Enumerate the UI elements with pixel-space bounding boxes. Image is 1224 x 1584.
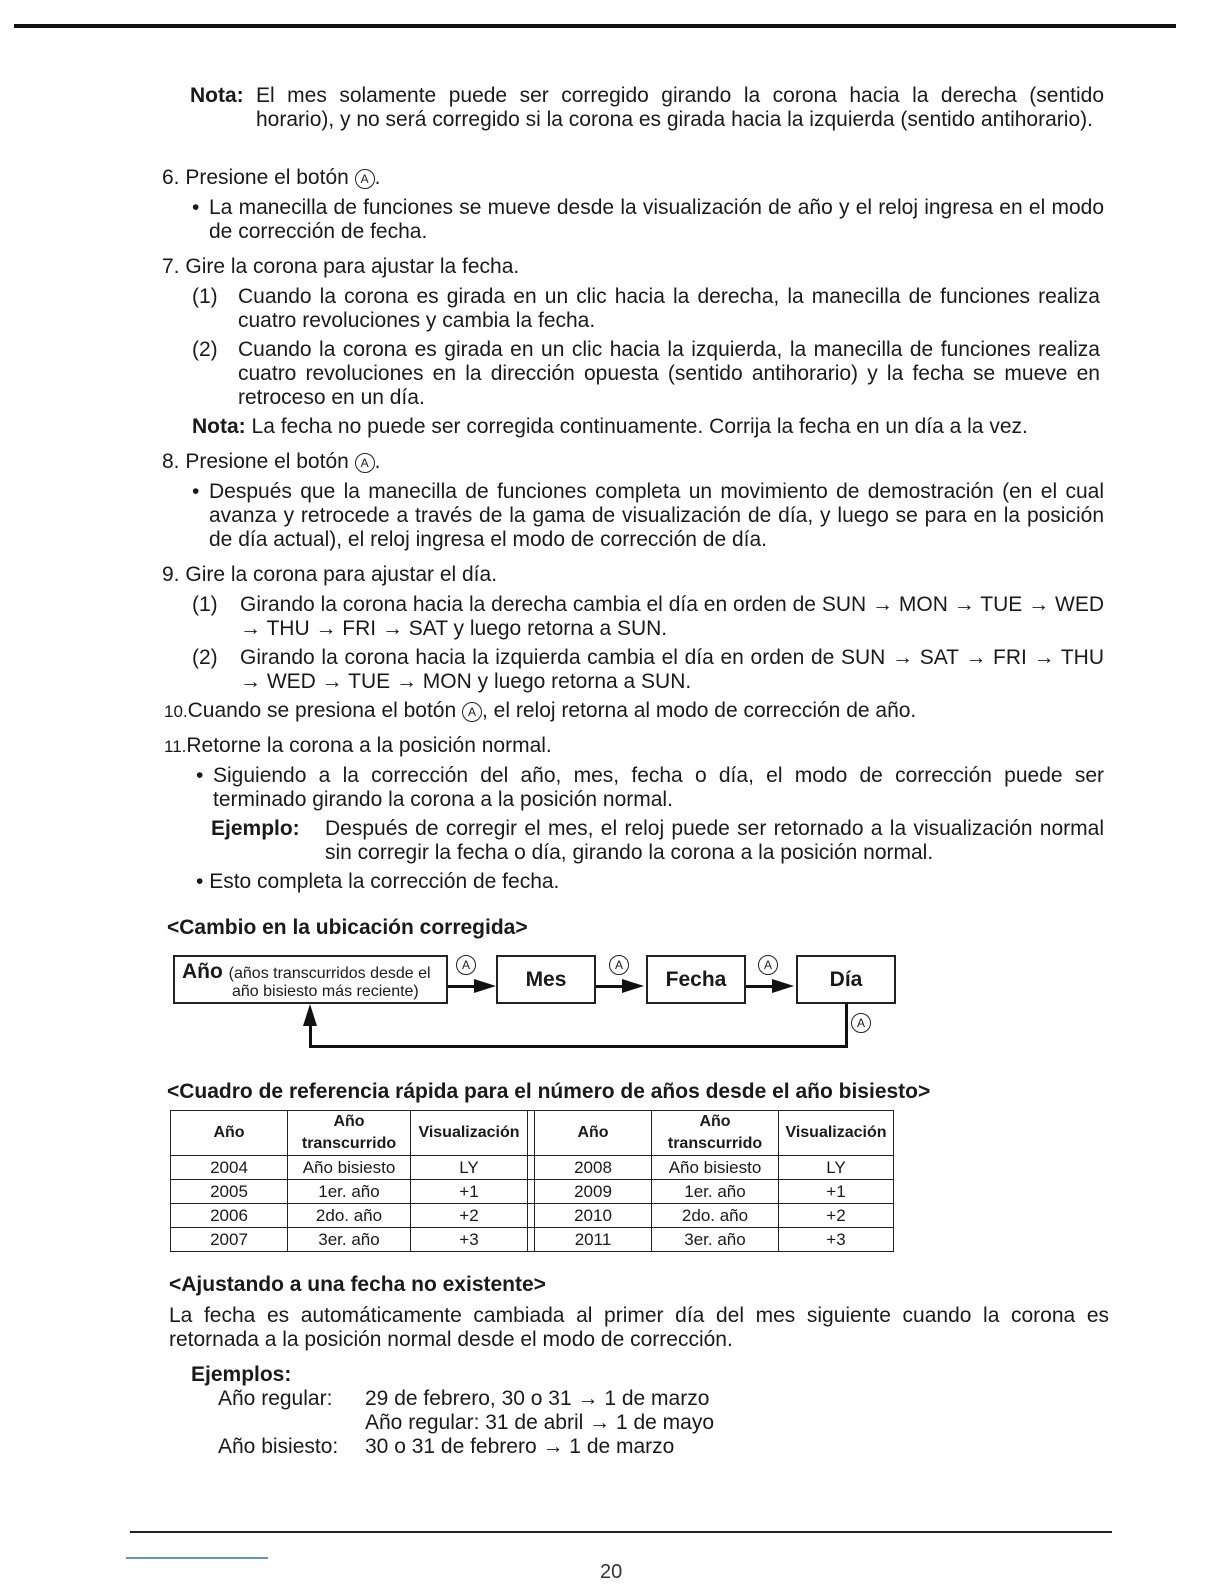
table-gap: [528, 1156, 535, 1180]
table-cell: +1: [779, 1180, 894, 1204]
table-cell: 2004: [171, 1156, 288, 1180]
a-button-icon: A: [609, 955, 629, 975]
page-number: 20: [600, 1561, 623, 1583]
col-header: Visualización: [411, 1111, 528, 1156]
sub-text: Cuando la corona es girada en un clic hacia la izquierda, la manecilla de funciones realiza cuatro revoluciones en la dirección opuesta (sentido antihorario) y la fecha se mueve en retroceso en un día.: [238, 338, 1100, 409]
regular-example-1: 29 de febrero, 30 o 31 → 1 de marzo: [365, 1387, 710, 1410]
step-text: Retorne la corona a la posición normal.: [186, 734, 552, 757]
table-cell: LY: [779, 1156, 894, 1180]
box-ano-label: Año: [182, 960, 223, 983]
step-7-nota: [192, 415, 1102, 439]
table-row: [171, 1156, 894, 1180]
nota-text: El mes solamente puede ser corregido girando la corona hacia la derecha (sentido horario), y no será corregido si la corona es girada hacia la izquierda (sentido antihorario).: [256, 84, 1104, 131]
box-ano: [173, 955, 448, 1004]
regular-example-2: Año regular: 31 de abril → 1 de mayo: [365, 1411, 715, 1434]
bullet-text: Siguiendo a la corrección del año, mes, fecha o día, el modo de corrección puede ser terminado girando la corona a la posición normal.: [213, 764, 1104, 811]
table-cell: 2010: [535, 1204, 652, 1228]
top-rule: [14, 24, 1176, 28]
table-cell: LY: [411, 1156, 528, 1180]
nonexistent-text: La fecha es automáticamente cambiada al primer día del mes siguiente cuando la corona es retornada a la posición normal desde el modo de corrección.: [169, 1304, 1109, 1351]
table-heading: <Cuadro de referencia rápida para el número de años desde el año bisiesto>: [167, 1080, 931, 1103]
step-8: [162, 450, 381, 474]
table-gap: [528, 1111, 535, 1156]
loop-line-down: [845, 1004, 848, 1047]
step-text: Gire la corona para ajustar el día.: [185, 563, 498, 586]
bullet-text: La manecilla de funciones se mueve desde la visualización de año y el reloj ingresa en el modo de corrección de fecha.: [209, 196, 1104, 243]
arrow-right-icon: [772, 979, 794, 993]
table-cell: Año bisiesto: [288, 1156, 411, 1180]
table-gap: [528, 1228, 535, 1252]
table-cell: 2008: [535, 1156, 652, 1180]
table-cell: +1: [411, 1180, 528, 1204]
regular-label: Año regular:: [218, 1387, 333, 1410]
box-dia-label: Día: [829, 967, 863, 991]
sub-number: (2): [192, 646, 218, 669]
step-11: [164, 734, 552, 759]
table-row: [171, 1204, 894, 1228]
table-cell: +2: [411, 1204, 528, 1228]
box-mes-label: Mes: [525, 967, 567, 991]
nonexistent-heading: <Ajustando a una fecha no existente>: [169, 1273, 546, 1296]
table-cell: +3: [411, 1228, 528, 1252]
flow-heading: <Cambio en la ubicación corregida>: [167, 916, 528, 939]
table-cell: Año bisiesto: [652, 1156, 779, 1180]
table-cell: 1er. año: [652, 1180, 779, 1204]
a-button-icon: A: [355, 453, 375, 473]
bullet-text: Esto completa la corrección de fecha.: [209, 870, 560, 893]
step-11-bullet-2: [196, 870, 1104, 894]
sub-text: Girando la corona hacia la izquierda cambia el día en orden de SUN → SAT → FRI → THU → WED → TUE → MON y luego retorna a SUN.: [240, 646, 1104, 693]
table-cell: +2: [779, 1204, 894, 1228]
bullet-icon: •: [192, 480, 200, 503]
bullet-text: Después que la manecilla de funciones completa un movimiento de demostración (en el cual avanza y retrocede a través de la gama de visualización de día, y luego se para en la posición de día actual), el reloj ingresa el modo de corrección de día.: [209, 480, 1104, 551]
sub-text: Girando la corona hacia la derecha cambia el día en orden de SUN → MON → TUE → WED → THU → FRI → SAT y luego retorna a SUN.: [240, 593, 1104, 640]
reference-table: [170, 1110, 894, 1252]
step-10: [164, 699, 916, 724]
a-button-icon: A: [851, 1013, 871, 1033]
nota-label: Nota:: [190, 84, 244, 107]
step-end: .: [374, 166, 381, 189]
step-text: Cuando se presiona el botón: [187, 699, 457, 722]
col-header: Año: [535, 1111, 652, 1156]
step-number: 9.: [162, 563, 180, 586]
table-row: [171, 1228, 894, 1252]
step-number: 8.: [162, 450, 180, 473]
table-gap: [528, 1204, 535, 1228]
a-button-icon: A: [462, 702, 482, 722]
sub-number: (1): [192, 285, 218, 308]
bullet-icon: •: [196, 764, 204, 787]
col-header: Año: [171, 1111, 288, 1156]
box-dia: [796, 955, 896, 1004]
step-number: 7.: [162, 255, 180, 278]
a-button-icon: A: [355, 169, 375, 189]
step-text-end: , el reloj retorna al modo de corrección de año.: [482, 699, 917, 722]
step-end: .: [374, 450, 381, 473]
table-cell: 2006: [171, 1204, 288, 1228]
table-cell: 1er. año: [288, 1180, 411, 1204]
blue-rule: [126, 1557, 268, 1559]
box-fecha-label: Fecha: [665, 967, 727, 991]
arrow-right-icon: [622, 979, 644, 993]
sub-number: (2): [192, 338, 218, 361]
ejemplo-text: Después de corregir el mes, el reloj puede ser retornado a la visualización normal sin corregir la fecha o día, girando la corona a la posición normal.: [325, 817, 1104, 864]
nota-label: Nota:: [192, 415, 246, 438]
table-cell: +3: [779, 1228, 894, 1252]
loop-line-bottom: [309, 1045, 848, 1048]
nota-text: La fecha no puede ser corregida continuamente. Corrija la fecha en un día a la vez.: [251, 415, 1028, 438]
bullet-icon: •: [196, 870, 204, 893]
table-cell: 3er. año: [288, 1228, 411, 1252]
step-7: [162, 255, 519, 279]
box-ano-note-1: (años transcurridos desde el: [228, 965, 431, 982]
table-cell: 2009: [535, 1180, 652, 1204]
bullet-icon: •: [192, 196, 200, 219]
box-fecha: [646, 955, 746, 1004]
step-number: 10.: [164, 702, 188, 721]
table-cell: 2do. año: [652, 1204, 779, 1228]
arrow-up-icon: [303, 1004, 317, 1026]
step-6: [162, 166, 381, 190]
col-header: Año transcurrido: [288, 1111, 411, 1156]
step-text: Presione el botón: [185, 450, 349, 473]
leap-example-1: 30 o 31 de febrero → 1 de marzo: [365, 1435, 675, 1458]
leap-label: Año bisiesto:: [218, 1435, 339, 1458]
bottom-rule: [130, 1531, 1112, 1533]
step-9: [162, 563, 497, 587]
step-text: Gire la corona para ajustar la fecha.: [185, 255, 520, 278]
step-number: 11.: [164, 737, 187, 756]
col-header: Visualización: [779, 1111, 894, 1156]
a-button-icon: A: [758, 955, 778, 975]
arrow-right-icon: [474, 979, 496, 993]
table-cell: 2005: [171, 1180, 288, 1204]
examples-label: Ejemplos:: [191, 1363, 292, 1386]
col-header: Año transcurrido: [652, 1111, 779, 1156]
a-button-icon: A: [456, 955, 476, 975]
box-ano-note-2: año bisiesto más reciente): [232, 983, 419, 1000]
sub-text: Cuando la corona es girada en un clic hacia la derecha, la manecilla de funciones realiza cuatro revoluciones y cambia la fecha.: [238, 285, 1100, 332]
table-cell: 2011: [535, 1228, 652, 1252]
step-text: Presione el botón: [185, 166, 349, 189]
table-gap: [528, 1180, 535, 1204]
table-row: [171, 1180, 894, 1204]
ejemplo-label: Ejemplo:: [211, 817, 300, 840]
sub-number: (1): [192, 593, 218, 616]
table-cell: 3er. año: [652, 1228, 779, 1252]
box-mes: [496, 955, 596, 1004]
table-header-row: [171, 1111, 894, 1156]
table-cell: 2do. año: [288, 1204, 411, 1228]
table-cell: 2007: [171, 1228, 288, 1252]
step-number: 6.: [162, 166, 180, 189]
